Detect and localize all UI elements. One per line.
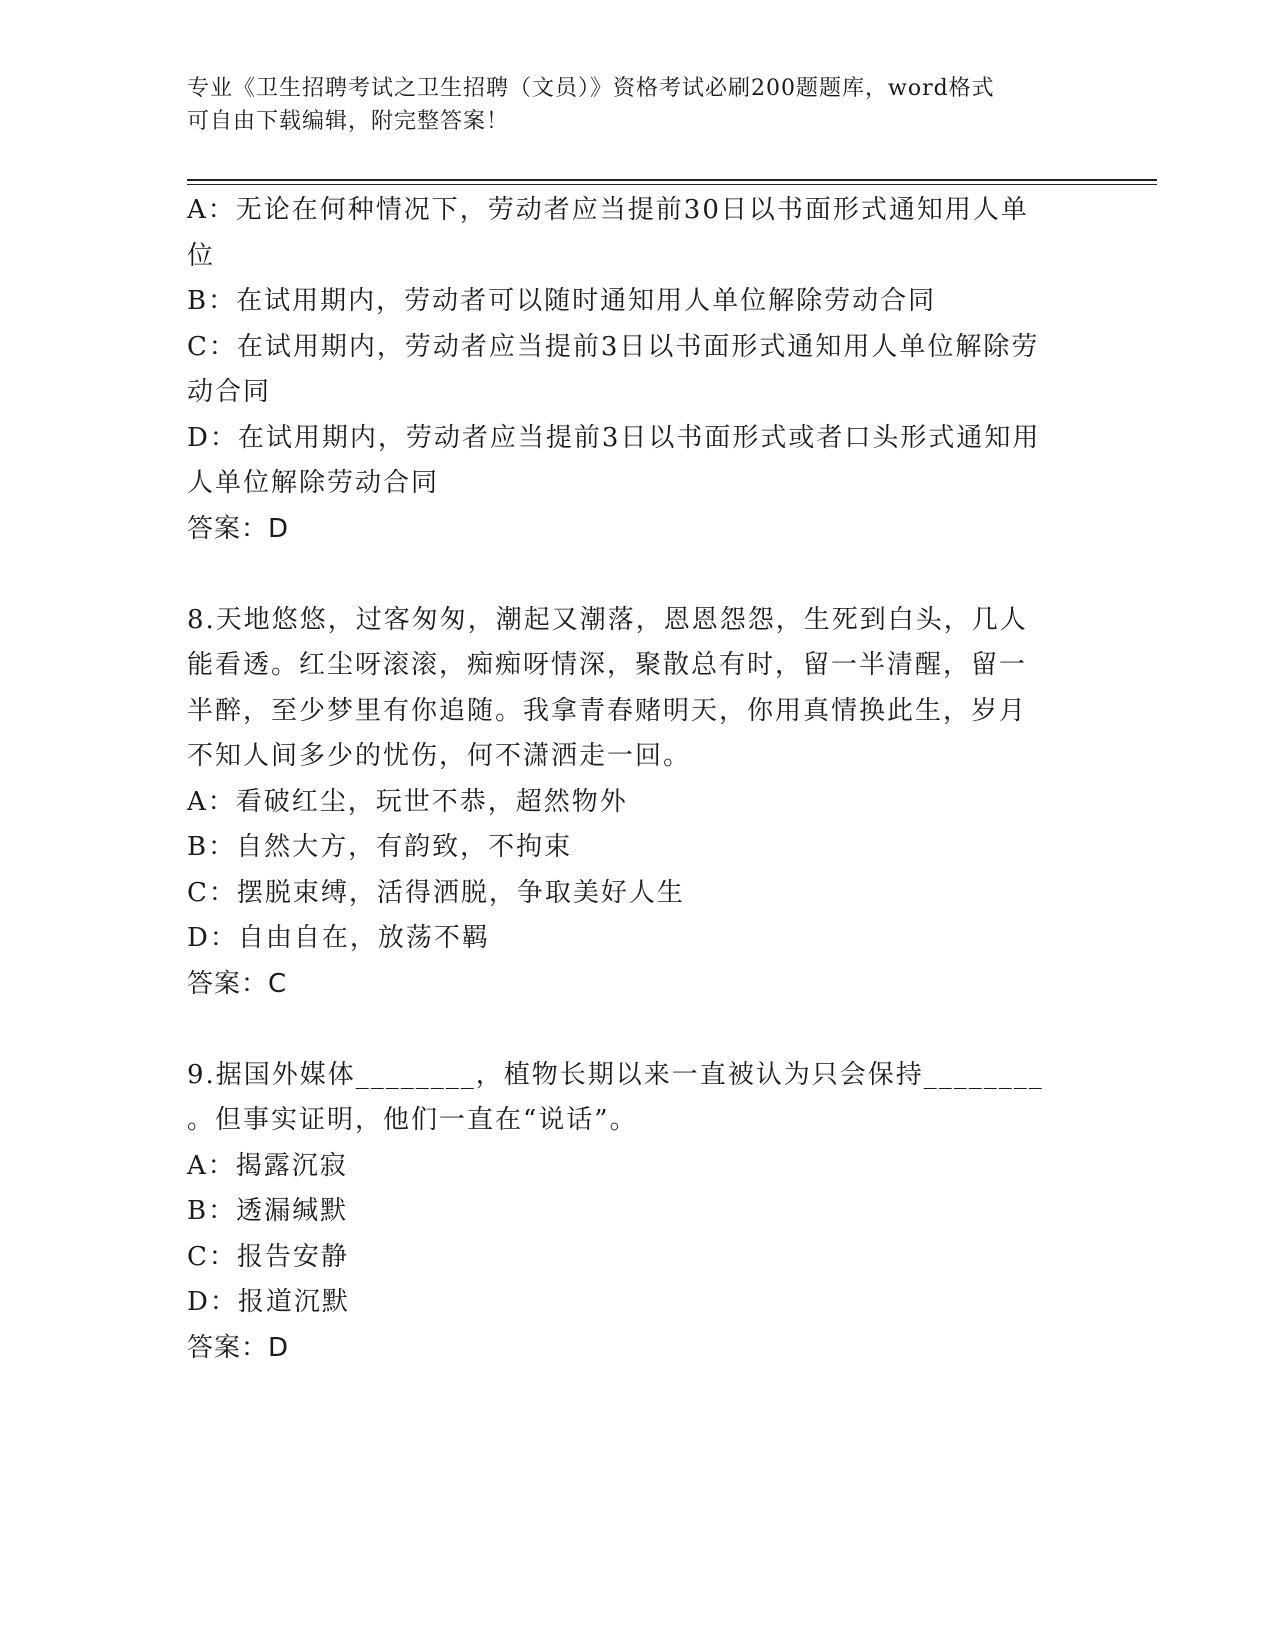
question-stem-line-1: 9.据国外媒体________，植物长期以来一直被认为只会保持________ — [187, 1059, 1044, 1090]
question-stem-line-2: 。但事实证明，他们一直在“说话”。 — [187, 1105, 638, 1135]
spacer — [187, 552, 1067, 598]
answer-line: 答案：D — [187, 1332, 290, 1363]
header-divider-thick — [187, 179, 1157, 181]
option-c-line-1: C：在试用期内，劳动者应当提前3日以书面形式通知用人单位解除劳 — [187, 331, 1040, 362]
question-stem-line-3: 半醉，至少梦里有你追随。我拿青春赌明天，你用真情换此生，岁月 — [187, 695, 1028, 726]
spacer — [187, 1007, 1067, 1053]
option-b: B：自然大方，有韵致，不拘束 — [187, 832, 573, 862]
header-line-1: 专业《卫生招聘考试之卫生招聘（文员）》资格考试必刷200题题库，word格式 — [187, 76, 995, 101]
option-c: C：报告安静 — [187, 1241, 349, 1272]
question-stem-line-2: 能看透。红尘呀滚滚，痴痴呀情深，聚散总有时，留一半清醒，留一 — [187, 650, 1028, 680]
document-header — [187, 72, 1067, 138]
option-d: D：自由自在，放荡不羁 — [187, 923, 490, 953]
question-9 — [187, 1053, 1067, 1372]
option-d-line-1: D：在试用期内，劳动者应当提前3日以书面形式或者口头形式通知用 — [187, 422, 1041, 453]
header-line-2: 可自由下载编辑，附完整答案！ — [187, 109, 510, 134]
option-b: B：透漏缄默 — [187, 1196, 349, 1226]
answer-line: 答案：C — [187, 968, 288, 999]
option-d: D：报道沉默 — [187, 1287, 350, 1317]
option-c: C：摆脱束缚，活得洒脱，争取美好人生 — [187, 877, 685, 908]
question-stem-line-4: 不知人间多少的忧伤，何不潇洒走一回。 — [187, 741, 692, 771]
option-d-line-2: 人单位解除劳动合同 — [187, 468, 440, 498]
question-content — [187, 188, 1067, 1371]
header-divider-thin — [187, 184, 1157, 185]
option-b: B：在试用期内，劳动者可以随时通知用人单位解除劳动合同 — [187, 286, 937, 316]
option-a-line-1: A：无论在何种情况下，劳动者应当提前30日以书面形式通知用人单 — [187, 195, 1029, 225]
option-c-line-2: 动合同 — [187, 377, 272, 407]
question-8 — [187, 598, 1067, 1008]
question-stem-line-1: 8.天地悠悠，过客匆匆，潮起又潮落，恩恩怨怨，生死到白头，几人 — [187, 604, 1028, 635]
option-a-line-2: 位 — [187, 240, 216, 271]
answer-line: 答案：D — [187, 513, 290, 544]
option-a: A：看破红尘，玩世不恭，超然物外 — [187, 786, 628, 817]
question-7 — [187, 188, 1067, 552]
option-a: A：揭露沉寂 — [187, 1150, 348, 1181]
